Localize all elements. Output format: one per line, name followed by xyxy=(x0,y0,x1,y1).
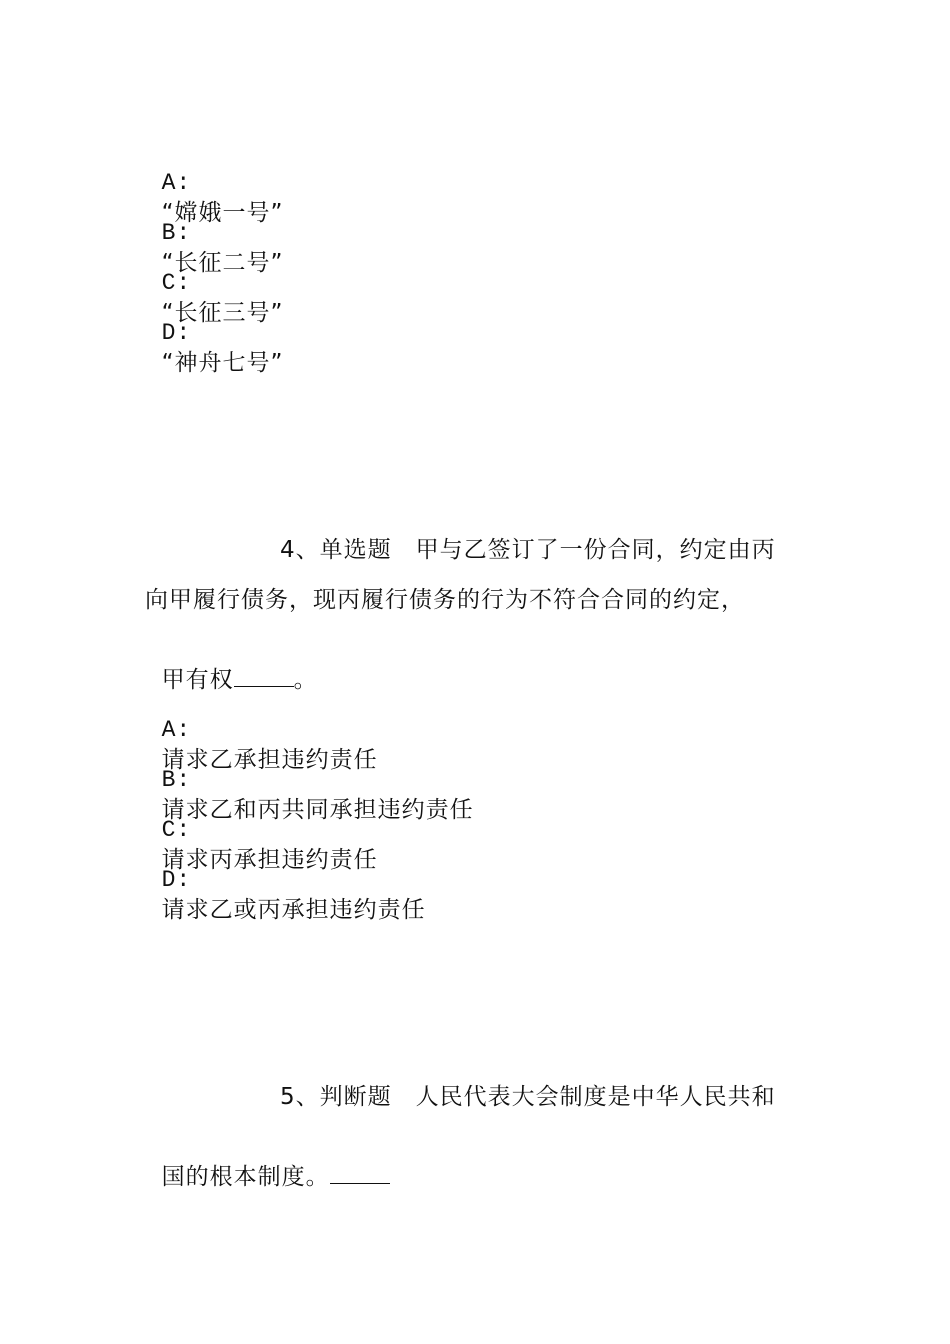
option-text: “嫦娥一号” xyxy=(161,200,284,226)
option-key: C: xyxy=(161,817,192,843)
option-text: 请求乙承担违约责任 xyxy=(161,747,378,773)
option-key: B: xyxy=(161,220,192,246)
option-key: D: xyxy=(161,867,192,893)
option-key: C: xyxy=(161,270,192,296)
option-text: “长征三号” xyxy=(161,300,284,326)
q4-option-d xyxy=(145,834,426,925)
q4-stem-line-2: 向甲履行债务，现丙履行债务的行为不符合合同的约定， xyxy=(145,587,745,613)
q4-stem-line-1: 4、单选题 甲与乙签订了一份合同，约定由丙 xyxy=(280,537,776,563)
q5-stem-prefix: 国的根本制度。 xyxy=(161,1164,330,1190)
q5-stem-line-1: 5、判断题 人民代表大会制度是中华人民共和 xyxy=(280,1084,776,1110)
option-key: D: xyxy=(161,320,192,346)
option-text: “神舟七号” xyxy=(161,350,284,376)
option-key: A: xyxy=(161,170,192,196)
option-text: 请求丙承担违约责任 xyxy=(161,847,378,873)
option-text: 请求乙和丙共同承担违约责任 xyxy=(161,797,474,823)
q4-stem-suffix: 。 xyxy=(293,667,318,693)
option-text: 请求乙或丙承担违约责任 xyxy=(161,897,426,923)
option-key: B: xyxy=(161,767,192,793)
q5-stem-line-2 xyxy=(145,1132,390,1192)
answer-blank xyxy=(330,1163,390,1184)
option-text: “长征二号” xyxy=(161,250,284,276)
q3-option-d xyxy=(145,287,283,378)
option-key: A: xyxy=(161,717,192,743)
q4-stem-prefix: 甲有权 xyxy=(161,667,234,693)
